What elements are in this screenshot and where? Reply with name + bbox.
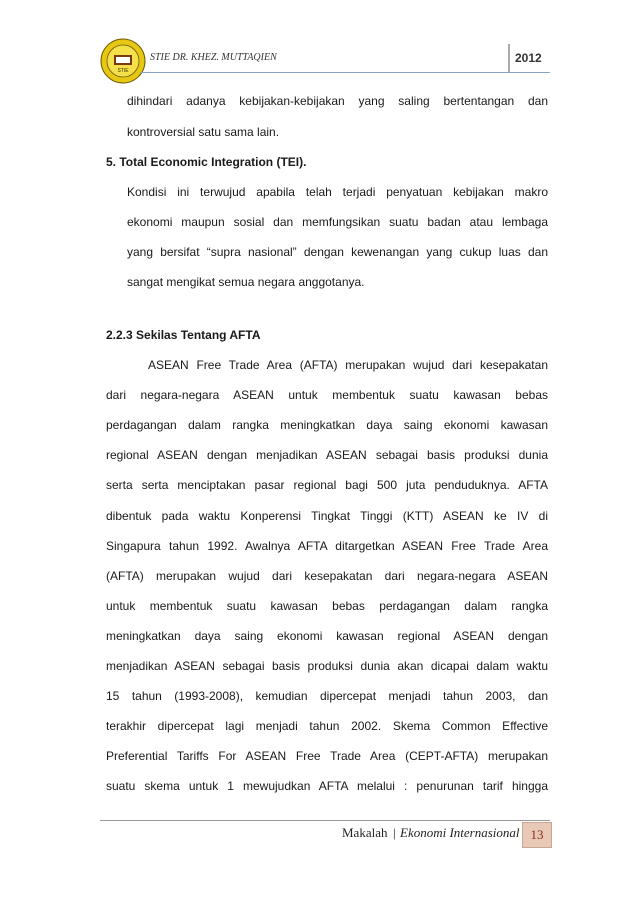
footer-separator: |	[393, 825, 396, 840]
list-heading-5: 5. Total Economic Integration (TEI).	[106, 155, 307, 169]
footer-rule	[100, 820, 550, 821]
institution-logo	[100, 38, 146, 84]
paragraph-line: regional ASEAN dengan menjadikan ASEAN sebagai basis produksi dunia	[106, 448, 548, 462]
body-line: Kondisi ini terwujud apabila telah terjadi penyatuan kebijakan makro	[127, 185, 548, 199]
paragraph-line: dibentuk pada waktu Konperensi Tingkat Tinggi (KTT) ASEAN ke IV di	[106, 509, 548, 523]
paragraph-line: Singapura tahun 1992. Awalnya AFTA ditargetkan ASEAN Free Trade Area	[106, 539, 548, 553]
body-line: sangat mengikat semua negara anggotanya.	[127, 275, 365, 289]
paragraph-line: meningkatkan daya saing ekonomi kawasan regional ASEAN dengan	[106, 629, 548, 643]
body-line: ekonomi maupun sosial dan memfungsikan suatu badan atau lembaga	[127, 215, 548, 229]
institution-name: STIE DR. KHEZ. MUTTAQIEN	[150, 52, 277, 63]
body-line: kontroversial satu sama lain.	[127, 125, 280, 139]
paragraph-line: ASEAN Free Trade Area (AFTA) merupakan wujud dari kesepakatan	[148, 358, 548, 372]
body-line: yang bersifat “supra nasional” dengan kewenangan yang cukup luas dan	[127, 245, 548, 259]
header-year: 2012	[515, 51, 542, 65]
page-number: 13	[522, 822, 552, 848]
paragraph-line: perdagangan dalam rangka meningkatkan daya saing ekonomi kawasan	[106, 418, 548, 432]
paragraph-line: terakhir dipercepat lagi menjadi tahun 2002. Skema Common Effective	[106, 719, 548, 733]
paragraph-line: menjadikan ASEAN sebagai basis produksi dunia akan dicapai dalam waktu	[106, 659, 548, 673]
svg-text:STIE: STIE	[117, 68, 129, 74]
paragraph-line: Preferential Tariffs For ASEAN Free Trade Area (CEPT-AFTA) merupakan	[106, 749, 548, 763]
paragraph-line: (AFTA) merupakan wujud dari kesepakatan dari negara-negara ASEAN	[106, 569, 548, 583]
footer-title: Ekonomi Internasional	[400, 825, 520, 840]
body-line: dihindari adanya kebijakan-kebijakan yang saling bertentangan dan	[127, 94, 548, 108]
footer-label: Makalah	[342, 825, 388, 840]
paragraph-line: serta serta menciptakan pasar regional bagi 500 juta penduduknya. AFTA	[106, 478, 548, 492]
section-heading: 2.2.3 Sekilas Tentang AFTA	[106, 328, 261, 342]
header-rule	[140, 72, 550, 73]
paragraph-line: dari negara-negara ASEAN untuk membentuk suatu kawasan bebas	[106, 388, 548, 402]
paragraph-line: untuk membentuk suatu kawasan bebas perdagangan dalam rangka	[106, 599, 548, 613]
paragraph-line: suatu skema untuk 1 mewujudkan AFTA melalui : penurunan tarif hingga	[106, 779, 548, 793]
page-header	[100, 38, 550, 84]
header-divider	[508, 44, 510, 72]
paragraph-line: 15 tahun (1993-2008), kemudian dipercepat menjadi tahun 2003, dan	[106, 689, 548, 703]
